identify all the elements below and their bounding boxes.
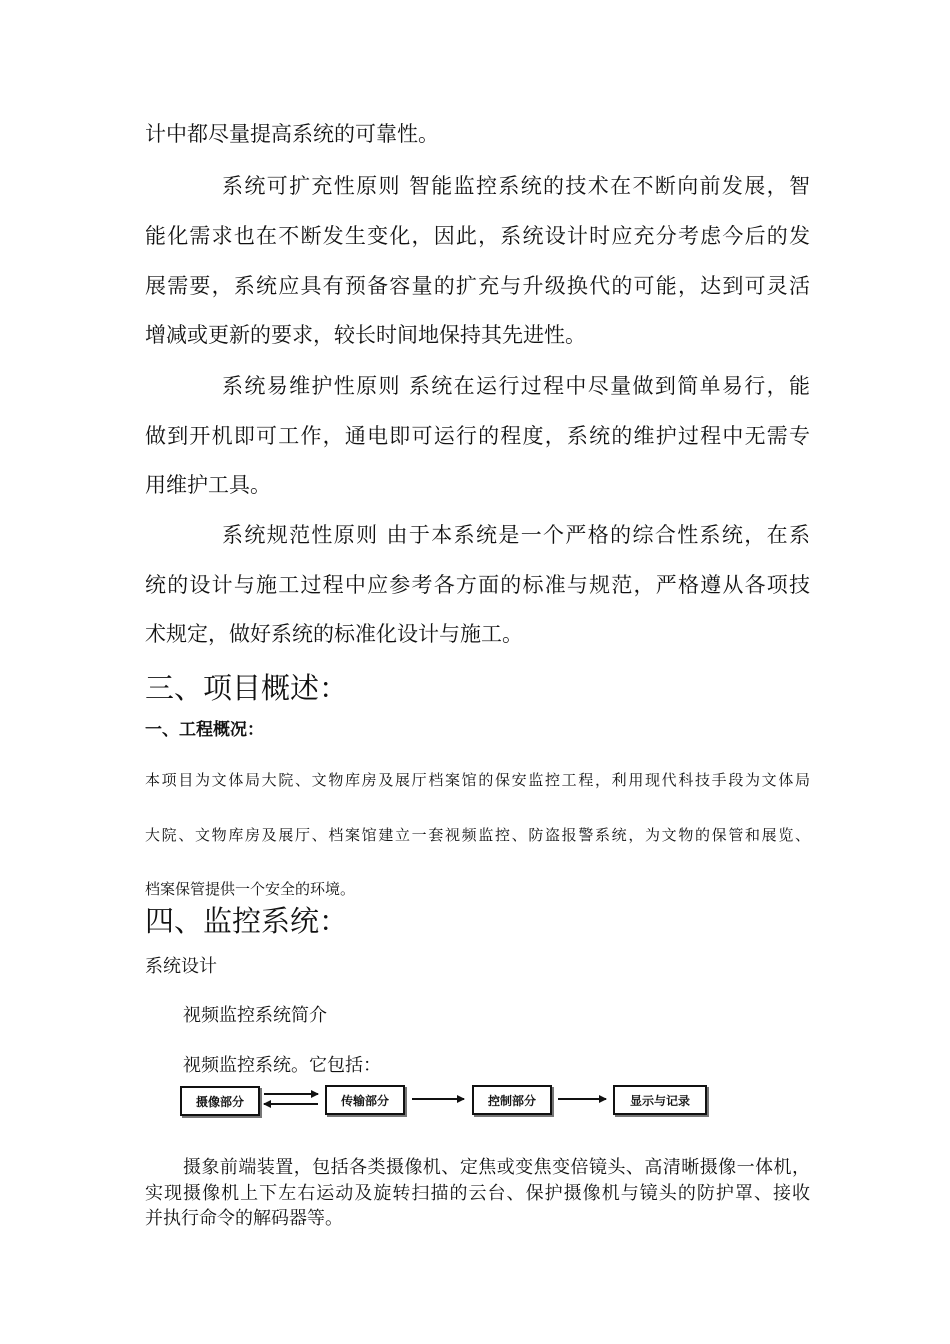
paragraph-line: 计中都尽量提高系统的可靠性。 [145,122,439,146]
paragraph-line: 展需要，系统应具有预备容量的扩充与升级换代的可能，达到可灵活 [145,274,810,298]
paragraph-line: 档案保管提供一个安全的环境。 [145,880,356,898]
box-transmission: 传输部分 [325,1085,405,1115]
paragraph-line: 实现摄像机上下左右运动及旋转扫描的云台、保护摄像机与镜头的防护罩、接收 [145,1183,810,1204]
sub-heading: 一、工程概况： [145,720,264,740]
paragraph-line: 系统可扩充性原则 智能监控系统的技术在不断向前发展，智 [222,174,810,198]
paragraph-line: 做到开机即可工作，通电即可运行的程度，系统的维护过程中无需专 [145,424,810,448]
box-camera: 摄像部分 [180,1086,260,1116]
paragraph-line: 大院、文物库房及展厅、档案馆建立一套视频监控、防盗报警系统，为文物的保管和展览、 [145,826,810,844]
paragraph-line: 并执行命令的解码器等。 [145,1208,343,1229]
intro-title: 视频监控系统简介 [183,1005,327,1026]
paragraph-line: 术规定，做好系统的标准化设计与施工。 [145,622,523,646]
paragraph-line: 系统规范性原则 由于本系统是一个严格的综合性系统，在系 [222,523,810,547]
intro-text: 视频监控系统。它包括： [183,1055,381,1076]
paragraph-line: 本项目为文体局大院、文物库房及展厅档案馆的保安监控工程，利用现代科技手段为文体局 [145,771,810,789]
paragraph-line: 统的设计与施工过程中应参考各方面的标准与规范，严格遵从各项技 [145,573,810,597]
section-heading: 三、项目概述： [145,671,349,705]
section-heading: 四、监控系统： [145,904,349,938]
design-label: 系统设计 [145,956,217,977]
paragraph-line: 摄象前端装置，包括各类摄像机、定焦或变焦变倍镜头、高清晰摄像一体机， [183,1157,810,1178]
box-display-record: 显示与记录 [613,1085,707,1115]
paragraph-line: 系统易维护性原则 系统在运行过程中尽量做到简单易行，能 [222,374,810,398]
box-control: 控制部分 [472,1085,552,1115]
paragraph-line: 用维护工具。 [145,473,271,497]
paragraph-line: 增减或更新的要求，较长时间地保持其先进性。 [145,323,586,347]
paragraph-line: 能化需求也在不断发生变化，因此，系统设计时应充分考虑今后的发 [145,224,810,248]
